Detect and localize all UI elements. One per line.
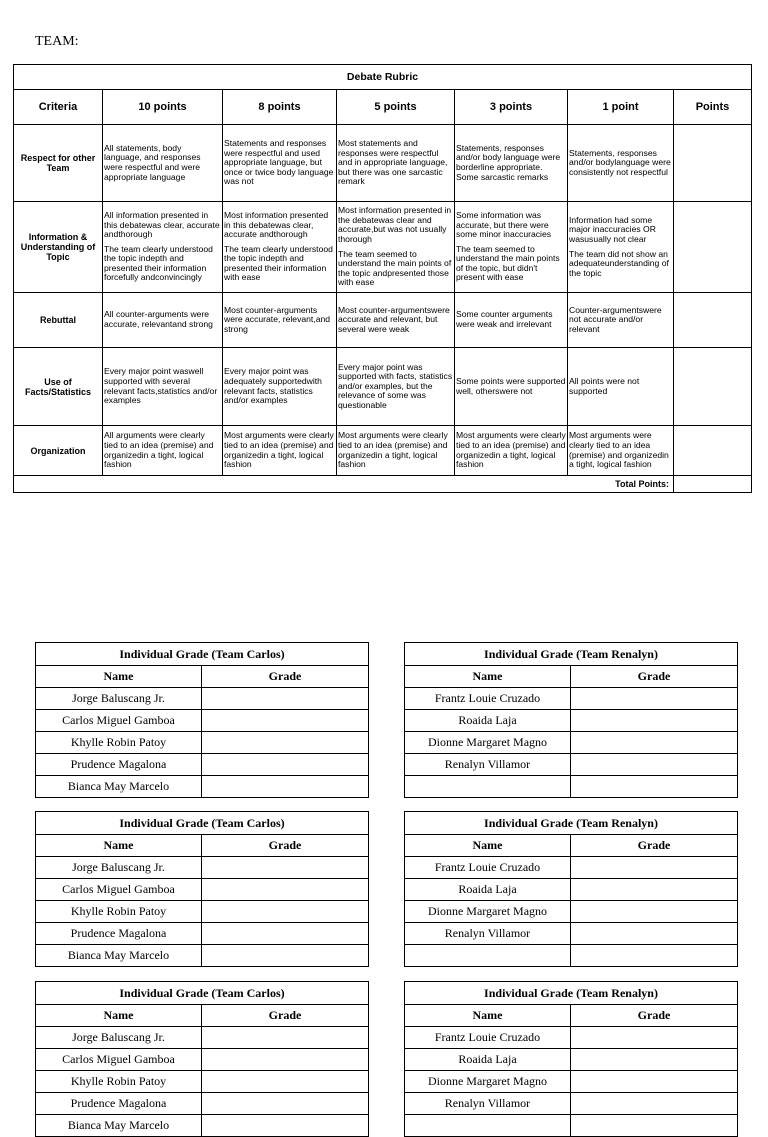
rubric-description-cell xyxy=(223,125,337,202)
table-row xyxy=(405,1093,738,1115)
name-column-header: Name xyxy=(405,1005,571,1027)
rubric-description: The team seemed to understand the main points of the topic andpresented those with ease xyxy=(338,248,452,288)
grade-input-cell[interactable] xyxy=(202,1115,369,1137)
student-name: Bianca May Marcelo xyxy=(36,1115,202,1137)
student-name: Dionne Margaret Magno xyxy=(405,1071,571,1093)
rubric-description: Most information presented in this debatewas clear, accurate andthorough xyxy=(224,209,329,240)
rubric-header-5: 1 point xyxy=(568,90,674,125)
grade-input-cell[interactable] xyxy=(571,945,738,967)
points-input-cell[interactable] xyxy=(674,426,752,476)
rubric-description-cell xyxy=(103,125,223,202)
name-column-header: Name xyxy=(405,666,571,688)
rubric-header-0: Criteria xyxy=(14,90,103,125)
rubric-description-cell xyxy=(455,125,568,202)
student-name: Jorge Baluscang Jr. xyxy=(36,857,202,879)
grade-column-header: Grade xyxy=(571,666,738,688)
points-input-cell[interactable] xyxy=(674,293,752,348)
grade-column-header: Grade xyxy=(571,1005,738,1027)
table-row xyxy=(405,732,738,754)
table-row xyxy=(405,688,738,710)
grade-table-title: Individual Grade (Team Carlos) xyxy=(36,643,369,666)
student-name: Renalyn Villamor xyxy=(405,754,571,776)
rubric-description: Most information presented in the debatewas clear and accurate,but was not usually thorough xyxy=(338,205,452,244)
grade-input-cell[interactable] xyxy=(202,732,369,754)
student-name: Khylle Robin Patoy xyxy=(36,901,202,923)
table-row xyxy=(36,1071,369,1093)
grade-input-cell[interactable] xyxy=(571,1027,738,1049)
team-label: TEAM: xyxy=(35,34,79,49)
student-name: Khylle Robin Patoy xyxy=(36,732,202,754)
grade-table-title: Individual Grade (Team Carlos) xyxy=(36,812,369,835)
student-name: Bianca May Marcelo xyxy=(36,776,202,798)
grade-table-carlos-2 xyxy=(35,811,369,967)
rubric-description-cell xyxy=(223,348,337,426)
table-row xyxy=(36,1115,369,1137)
student-name: Frantz Louie Cruzado xyxy=(405,688,571,710)
student-name: Renalyn Villamor xyxy=(405,1093,571,1115)
rubric-description: The team clearly understood the topic indepth and presented their information forcefully andconvincingly xyxy=(104,243,213,283)
rubric-description-cell xyxy=(223,293,337,348)
grade-input-cell[interactable] xyxy=(571,754,738,776)
student-name: Carlos Miguel Gamboa xyxy=(36,1049,202,1071)
grade-input-cell[interactable] xyxy=(202,1071,369,1093)
rubric-description: All counter-arguments were accurate, relevantand strong xyxy=(104,309,213,329)
grade-input-cell[interactable] xyxy=(571,879,738,901)
student-name: Prudence Magalona xyxy=(36,754,202,776)
table-row xyxy=(36,732,369,754)
rubric-description-cell xyxy=(337,125,455,202)
rubric-description-cell xyxy=(223,426,337,476)
points-input-cell[interactable] xyxy=(674,125,752,202)
student-name: Bianca May Marcelo xyxy=(36,945,202,967)
rubric-description: Some points were supported well, otherswere not xyxy=(456,375,566,396)
table-row xyxy=(405,879,738,901)
rubric-description-cell xyxy=(455,426,568,476)
student-name xyxy=(405,776,571,798)
grade-input-cell[interactable] xyxy=(571,901,738,923)
rubric-description-cell xyxy=(455,202,568,293)
rubric-description-cell xyxy=(103,202,223,293)
grade-input-cell[interactable] xyxy=(202,710,369,732)
grade-table-renalyn-3 xyxy=(404,981,738,1137)
table-row xyxy=(36,688,369,710)
rubric-description-cell xyxy=(337,293,455,348)
grade-input-cell[interactable] xyxy=(571,857,738,879)
grade-input-cell[interactable] xyxy=(202,1049,369,1071)
rubric-description-cell xyxy=(103,426,223,476)
grade-input-cell[interactable] xyxy=(571,710,738,732)
rubric-description: Most arguments were clearly tied to an idea (premise) and organizedin a tight, logical fashion xyxy=(569,430,669,470)
table-row xyxy=(36,754,369,776)
table-row xyxy=(36,1049,369,1071)
rubric-description: Most arguments were clearly tied to an idea (premise) and organizedin a tight, logical fashion xyxy=(338,430,448,470)
rubric-description: The team did not show an adequateunderstanding of the topic xyxy=(569,248,669,278)
grade-input-cell[interactable] xyxy=(202,923,369,945)
rubric-title: Debate Rubric xyxy=(14,65,752,90)
grade-input-cell[interactable] xyxy=(202,879,369,901)
table-row xyxy=(405,1027,738,1049)
grade-table-renalyn-1 xyxy=(404,642,738,798)
grade-input-cell[interactable] xyxy=(571,1049,738,1071)
rubric-header-2: 8 points xyxy=(223,90,337,125)
grade-input-cell[interactable] xyxy=(571,1093,738,1115)
points-input-cell[interactable] xyxy=(674,202,752,293)
table-row xyxy=(36,710,369,732)
grade-input-cell[interactable] xyxy=(571,1071,738,1093)
rubric-description-cell xyxy=(103,293,223,348)
total-row xyxy=(14,476,752,493)
rubric-header-6: Points xyxy=(674,90,752,125)
rubric-description-cell xyxy=(455,293,568,348)
rubric-description: All arguments were clearly tied to an idea (premise) and organizedin a tight, logical fashion xyxy=(104,430,214,470)
student-name: Renalyn Villamor xyxy=(405,923,571,945)
grade-input-cell[interactable] xyxy=(202,754,369,776)
student-name: Roaida Laja xyxy=(405,879,571,901)
rubric-description: Some information was accurate, but there were some minor inaccuracies xyxy=(456,209,552,240)
grade-table-title: Individual Grade (Team Carlos) xyxy=(36,982,369,1005)
table-row xyxy=(36,901,369,923)
grade-input-cell[interactable] xyxy=(571,923,738,945)
grade-input-cell[interactable] xyxy=(571,776,738,798)
rubric-description-cell xyxy=(568,202,674,293)
rubric-description-cell xyxy=(223,202,337,293)
rubric-description: All statements, body language, and responses were respectful and were appropriate language xyxy=(104,142,201,182)
table-row xyxy=(36,857,369,879)
table-row xyxy=(36,1027,369,1049)
grade-table-carlos-1 xyxy=(35,642,369,798)
student-name: Carlos Miguel Gamboa xyxy=(36,879,202,901)
grade-input-cell[interactable] xyxy=(202,1093,369,1115)
student-name xyxy=(405,1115,571,1137)
rubric-description-cell xyxy=(103,348,223,426)
grade-column-header: Grade xyxy=(202,835,369,857)
grade-table-renalyn-2 xyxy=(404,811,738,967)
table-row xyxy=(36,945,369,967)
table-row xyxy=(405,1049,738,1071)
rubric-description: Every major point waswell supported with several relevant facts,statistics and/or examples xyxy=(104,366,218,406)
table-row xyxy=(405,776,738,798)
rubric-description-cell xyxy=(568,426,674,476)
grade-column-header: Grade xyxy=(202,666,369,688)
rubric-header-1: 10 points xyxy=(103,90,223,125)
grade-table-title: Individual Grade (Team Renalyn) xyxy=(405,982,738,1005)
student-name: Frantz Louie Cruzado xyxy=(405,1027,571,1049)
rubric-description: Most counter-arguments were accurate, relevant,and strong xyxy=(224,304,331,334)
rubric-criteria: Rebuttal xyxy=(14,293,103,348)
grade-input-cell[interactable] xyxy=(202,1027,369,1049)
table-row xyxy=(405,945,738,967)
table-row xyxy=(405,1115,738,1137)
student-name: Jorge Baluscang Jr. xyxy=(36,688,202,710)
name-column-header: Name xyxy=(36,835,202,857)
rubric-description-cell xyxy=(568,293,674,348)
student-name: Prudence Magalona xyxy=(36,923,202,945)
table-row xyxy=(405,754,738,776)
rubric-description: Most counter-argumentswere accurate and relevant, but several were weak xyxy=(338,304,450,334)
total-points-cell[interactable] xyxy=(674,476,752,493)
student-name: Roaida Laja xyxy=(405,710,571,732)
rubric-row xyxy=(14,202,752,293)
grade-table-title: Individual Grade (Team Renalyn) xyxy=(405,643,738,666)
rubric-description: All information presented in this debatewas clear, accurate andthorough xyxy=(104,209,220,240)
rubric-description: The team seemed to understand the main points of the topic, but didn't present with ease xyxy=(456,243,560,283)
student-name: Prudence Magalona xyxy=(36,1093,202,1115)
grade-input-cell[interactable] xyxy=(571,1115,738,1137)
student-name xyxy=(405,945,571,967)
rubric-description: Statements and responses were respectful and used appropriate language, but once or twice body language was not xyxy=(224,138,334,187)
name-column-header: Name xyxy=(36,666,202,688)
rubric-criteria: Information & Understanding of Topic xyxy=(14,202,103,293)
rubric-description: Information had some major inaccuracies OR wasusually not clear xyxy=(569,214,656,244)
rubric-header-4: 3 points xyxy=(455,90,568,125)
rubric-description-cell xyxy=(337,426,455,476)
student-name: Frantz Louie Cruzado xyxy=(405,857,571,879)
grade-input-cell[interactable] xyxy=(202,857,369,879)
rubric-description: Statements, responses and/or bodylanguage were consistently not respectful xyxy=(569,147,671,177)
rubric-description: Every major point was adequately supportedwith relevant facts, statistics and/or examples xyxy=(224,366,322,406)
table-row xyxy=(405,710,738,732)
grade-input-cell[interactable] xyxy=(571,732,738,754)
rubric-description: Most arguments were clearly tied to an idea (premise) and organizedin a tight, logical fashion xyxy=(224,430,334,470)
rubric-description-cell xyxy=(568,125,674,202)
rubric-description: The team clearly understood the topic indepth and presented their information with ease xyxy=(224,243,333,283)
rubric-criteria: Organization xyxy=(14,426,103,476)
total-points-label: Total Points: xyxy=(14,476,674,493)
rubric-criteria: Respect for other Team xyxy=(14,125,103,202)
table-row xyxy=(405,1071,738,1093)
grade-table-carlos-3 xyxy=(35,981,369,1137)
grade-table-title: Individual Grade (Team Renalyn) xyxy=(405,812,738,835)
student-name: Dionne Margaret Magno xyxy=(405,901,571,923)
student-name: Khylle Robin Patoy xyxy=(36,1071,202,1093)
table-row xyxy=(405,901,738,923)
rubric-row xyxy=(14,293,752,348)
grade-input-cell[interactable] xyxy=(202,776,369,798)
table-row xyxy=(405,857,738,879)
grade-input-cell[interactable] xyxy=(202,901,369,923)
rubric-row xyxy=(14,348,752,426)
rubric-header-3: 5 points xyxy=(337,90,455,125)
rubric-description-cell xyxy=(455,348,568,426)
student-name: Carlos Miguel Gamboa xyxy=(36,710,202,732)
rubric-description: Some counter arguments were weak and irrelevant xyxy=(456,309,553,329)
grade-input-cell[interactable] xyxy=(571,688,738,710)
table-row xyxy=(405,923,738,945)
rubric-description: All points were not supported xyxy=(569,375,640,396)
grade-input-cell[interactable] xyxy=(202,945,369,967)
rubric-description-cell xyxy=(568,348,674,426)
rubric-description: Most statements and responses were respectful and in appropriate language, but there was one sarcastic remark xyxy=(338,138,448,187)
table-row xyxy=(36,1093,369,1115)
rubric-criteria: Use of Facts/Statistics xyxy=(14,348,103,426)
rubric-description: Most arguments were clearly tied to an idea (premise) and organizedin a tight, logical fashion xyxy=(456,430,566,470)
rubric-description: Counter-argumentswere not accurate and/or relevant xyxy=(569,304,662,334)
debate-rubric-table xyxy=(13,64,752,493)
grade-column-header: Grade xyxy=(571,835,738,857)
rubric-description-cell xyxy=(337,202,455,293)
table-row xyxy=(36,776,369,798)
table-row xyxy=(36,879,369,901)
grade-column-header: Grade xyxy=(202,1005,369,1027)
rubric-description: Statements, responses and/or body language were borderline appropriate. Some sarcastic remarks xyxy=(456,142,561,182)
rubric-description: Every major point was supported with facts, statistics and/or examples, but the relevance of some was questionable xyxy=(338,361,453,410)
name-column-header: Name xyxy=(405,835,571,857)
rubric-description-cell xyxy=(337,348,455,426)
student-name: Roaida Laja xyxy=(405,1049,571,1071)
rubric-row xyxy=(14,125,752,202)
name-column-header: Name xyxy=(36,1005,202,1027)
points-input-cell[interactable] xyxy=(674,348,752,426)
student-name: Dionne Margaret Magno xyxy=(405,732,571,754)
table-row xyxy=(36,923,369,945)
grade-input-cell[interactable] xyxy=(202,688,369,710)
rubric-row xyxy=(14,426,752,476)
student-name: Jorge Baluscang Jr. xyxy=(36,1027,202,1049)
